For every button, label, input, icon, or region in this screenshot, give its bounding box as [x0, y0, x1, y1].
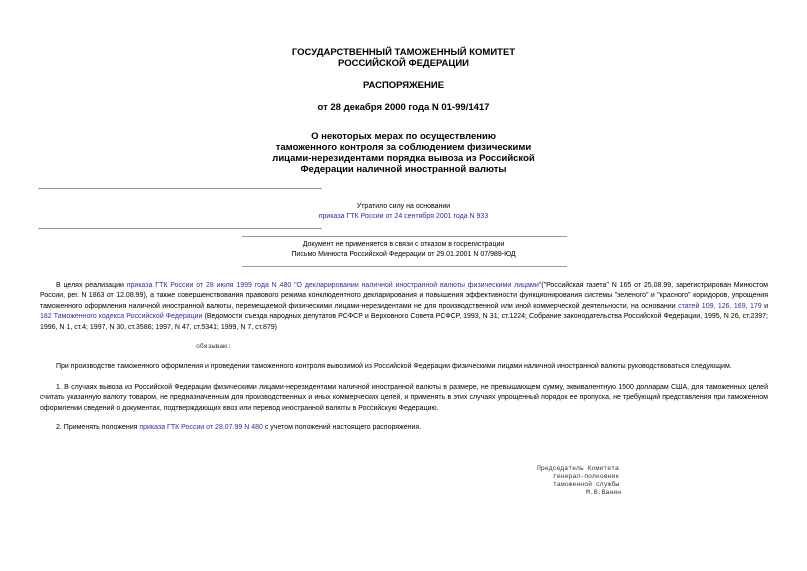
title-line: лицами-нерезидентами порядка вывоза из Российской	[272, 153, 535, 164]
signature-line4: М.В.Ванин	[586, 489, 622, 496]
intro-link-order-480[interactable]: приказа ГТК России от 28 июля 1999 года N 480 "О декларировании наличной иностранной валюты физическими лицами"	[126, 282, 542, 289]
doc-type: РАСПОРЯЖЕНИЕ	[362, 80, 445, 91]
divider	[38, 228, 322, 229]
header-org-line1: ГОСУДАРСТВЕННЫЙ ТАМОЖЕННЫЙ КОМИТЕТ	[291, 47, 516, 58]
intro-text: В целях реализации	[56, 282, 127, 289]
divider	[38, 188, 322, 189]
divider	[242, 236, 567, 237]
intro-link-customs-code[interactable]: 182 Таможенного кодекса Российской Федерации	[40, 313, 203, 321]
main-paragraph: При производстве таможенного оформления и проведении таможенного контроля вывозимой из Российской Федерации физическими лицами наличной иностранной валюты руководствоваться следующим.	[56, 363, 732, 370]
header-org-line2: РОССИЙСКОЙ ФЕДЕРАЦИИ	[337, 58, 469, 69]
notice-registration-line1: Документ не применяется в связи с отказом в госрегистрации	[302, 241, 505, 248]
notice-invalid-link[interactable]: приказа ГТК России от 24 сентября 2001 года N 933	[318, 213, 489, 220]
intro-text: ("Российская газета" N 165 от 25.08.99, зарегистрирован Минюстом России, рег. N 1863 от 12.08.99), а также совершенствования правового режима конклюдентного декларирования и повышения эффективности функционирования системы "зеленого" и "красного" коридоров, упрощения таможенного оформления наличной иностранной валюты, перемещаемой физическими лицами-нерезидентами не для производственной или иной коммерческой деятельности, на основании	[40, 282, 768, 310]
intro-text: (Ведомости съезда народных депутатов РСФСР и Верховного Совета РСФСР, 1993, N 31, ст.1224; Собрание законодательства Российской Федерации, 1995, N 26, ст.2397; 1996, N 1, ст.4; 1997, N 30, ст.3586; 1997, N 47, ст.5341; 1999, N 7, ст.879)	[40, 313, 768, 331]
divider	[242, 266, 567, 267]
notice-registration-line2: Письмо Минюста Российской Федерации от 29.01.2001 N 07/989-ЮД	[291, 251, 516, 258]
paragraph-2-link[interactable]: приказа ГТК России от 28.07.99 N 480	[139, 424, 263, 431]
signature-line2: генерал-полковник	[553, 473, 620, 480]
obligation-text: обязываю:	[196, 343, 232, 350]
intro-link-articles[interactable]: статей 109, 126, 169, 179	[678, 302, 762, 310]
notice-invalid-text: Утратило силу на основании	[356, 203, 451, 210]
intro-paragraph	[40, 281, 768, 333]
paragraph-2	[40, 423, 768, 433]
doc-date-number: от 28 декабря 2000 года N 01-99/1417	[317, 102, 490, 113]
paragraph-1: 1. В случаях вывоза из Российской Федерации физическими лицами-нерезидентами наличной иностранной валюты в размере, не превышающем сумму, эквивалентную 1500 долларам США, для таможенных целей считать указанную валюту товаром, не предназначенным для производственных и иных коммерческих целей, и применять в этих случаях упрощенный порядок ее пропуска, не требующий представления при таможенном оформлении сведений о документах, подтверждающих ввоз или перевод иностранной валюты в Российскую Федерацию.	[40, 384, 768, 412]
title-line: таможенного контроля за соблюдением физическими	[275, 142, 532, 153]
signature-line3: таможенной службы	[553, 481, 620, 488]
signature-line1: Председатель Комитета	[537, 465, 619, 472]
paragraph-2-text: с учетом положений настоящего распоряжения.	[262, 424, 422, 431]
paragraph-2-text: 2. Применять положения	[56, 424, 140, 431]
title-line: О некоторых мерах по осуществлению	[311, 131, 496, 142]
intro-text: и	[761, 302, 769, 310]
title-line: Федерации наличной иностранной валюты	[300, 164, 507, 175]
